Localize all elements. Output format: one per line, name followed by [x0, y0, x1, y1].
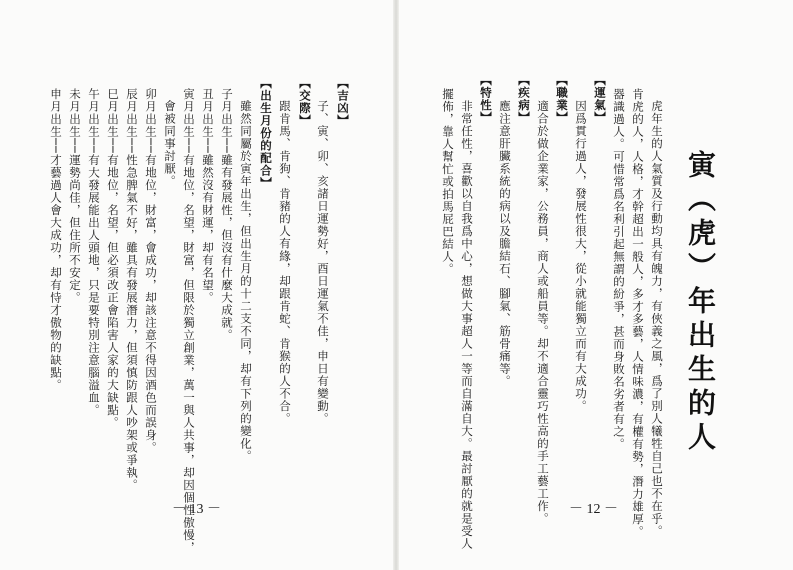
text-line: 雖然同屬於寅年出生，但出生月的十二支不同，却有下列的變化。	[239, 100, 253, 463]
text-line: 申月出生──才藝過人會大成功，却有恃才傲物的缺點。	[49, 88, 63, 392]
section-heading-birth-month: 【出生月份的配合】	[259, 77, 273, 190]
text-line: 應注意肝臟系統的病以及膽結石、腳氣、筋骨痛等。	[498, 100, 512, 388]
text-line: 丑月出生──雖然沒有財運，却有名望。	[201, 88, 215, 304]
text-line: 非常任性，喜歡以自我爲中心，想做大事超人一等而自滿自大。最討厭的就是受人	[460, 100, 474, 550]
page-13	[0, 0, 396, 570]
text-line: 器識過人。可惜常爲名利引起無謂的紛爭，甚而身敗名劣者有之。	[612, 88, 626, 451]
text-line: 會被同事討厭。	[163, 100, 177, 188]
text-line: 擺佈，靠人幫忙或拍馬屁巴結人。	[441, 88, 455, 276]
text-line: 虎年生的人氣質及行動均具有魄力，有俠義之風，爲了別人犧牲自己也不在乎。	[650, 100, 664, 538]
section-heading-fortune: 【吉凶】	[336, 77, 350, 127]
section-heading-traits: 【特性】	[479, 74, 493, 124]
page-number: － 12 －	[569, 502, 618, 517]
section-heading-illness: 【疾病】	[517, 74, 531, 124]
text-line: 辰月出生──性急脾氣不好，雖具有發展潛力，但須慎防跟人吵架或爭執。	[125, 88, 139, 492]
text-line: 子月出生──雖有發展性，但沒有什麼大成就。	[220, 88, 234, 342]
text-line: 跟肯馬、肯狗、肯豬的人有緣，却跟肯蛇、肯猴的人不合。	[278, 100, 292, 425]
section-heading-luck: 【運氣】	[593, 74, 607, 124]
text-line: 寅月出生──有地位，名望，財富，但限於獨立創業，萬一與人共事，却因個性傲慢，	[182, 88, 196, 554]
text-line: 巳月出生──有地位，名望，但必須改正會陷害人家的大缺點。	[106, 88, 120, 429]
page-number: － 13 －	[172, 502, 221, 517]
page-12	[396, 0, 793, 570]
text-line: 適合於做企業家，公務員，商人或船員等。却不適合靈巧性高的手工藝工作。	[536, 100, 550, 525]
section-heading-social: 【交際】	[298, 77, 312, 127]
text-line: 子、寅、卯、亥諸日運勢好，酉日運氣不佳，申日有變動。	[316, 100, 330, 425]
page-title: 寅（虎）年出生的人	[684, 150, 717, 456]
text-line: 午月出生──有大發展能出人頭地，只是要特別注意腦溢血。	[87, 88, 101, 417]
text-line: 因爲貫行過人，發展性很大，從小就能獨立而有大成功。	[574, 100, 588, 413]
text-line: 卯月出生──有地位，財富，會成功，却該注意不得因酒色而誤身。	[144, 88, 158, 454]
text-line: 肯虎的人，人格，才幹超出一般人，多才多藝，人情味濃，有權有勢，潛力雄厚。	[631, 88, 645, 538]
section-heading-career: 【職業】	[555, 74, 569, 124]
text-line: 未月出生──運勢尚佳，但住所不安定。	[68, 88, 82, 304]
